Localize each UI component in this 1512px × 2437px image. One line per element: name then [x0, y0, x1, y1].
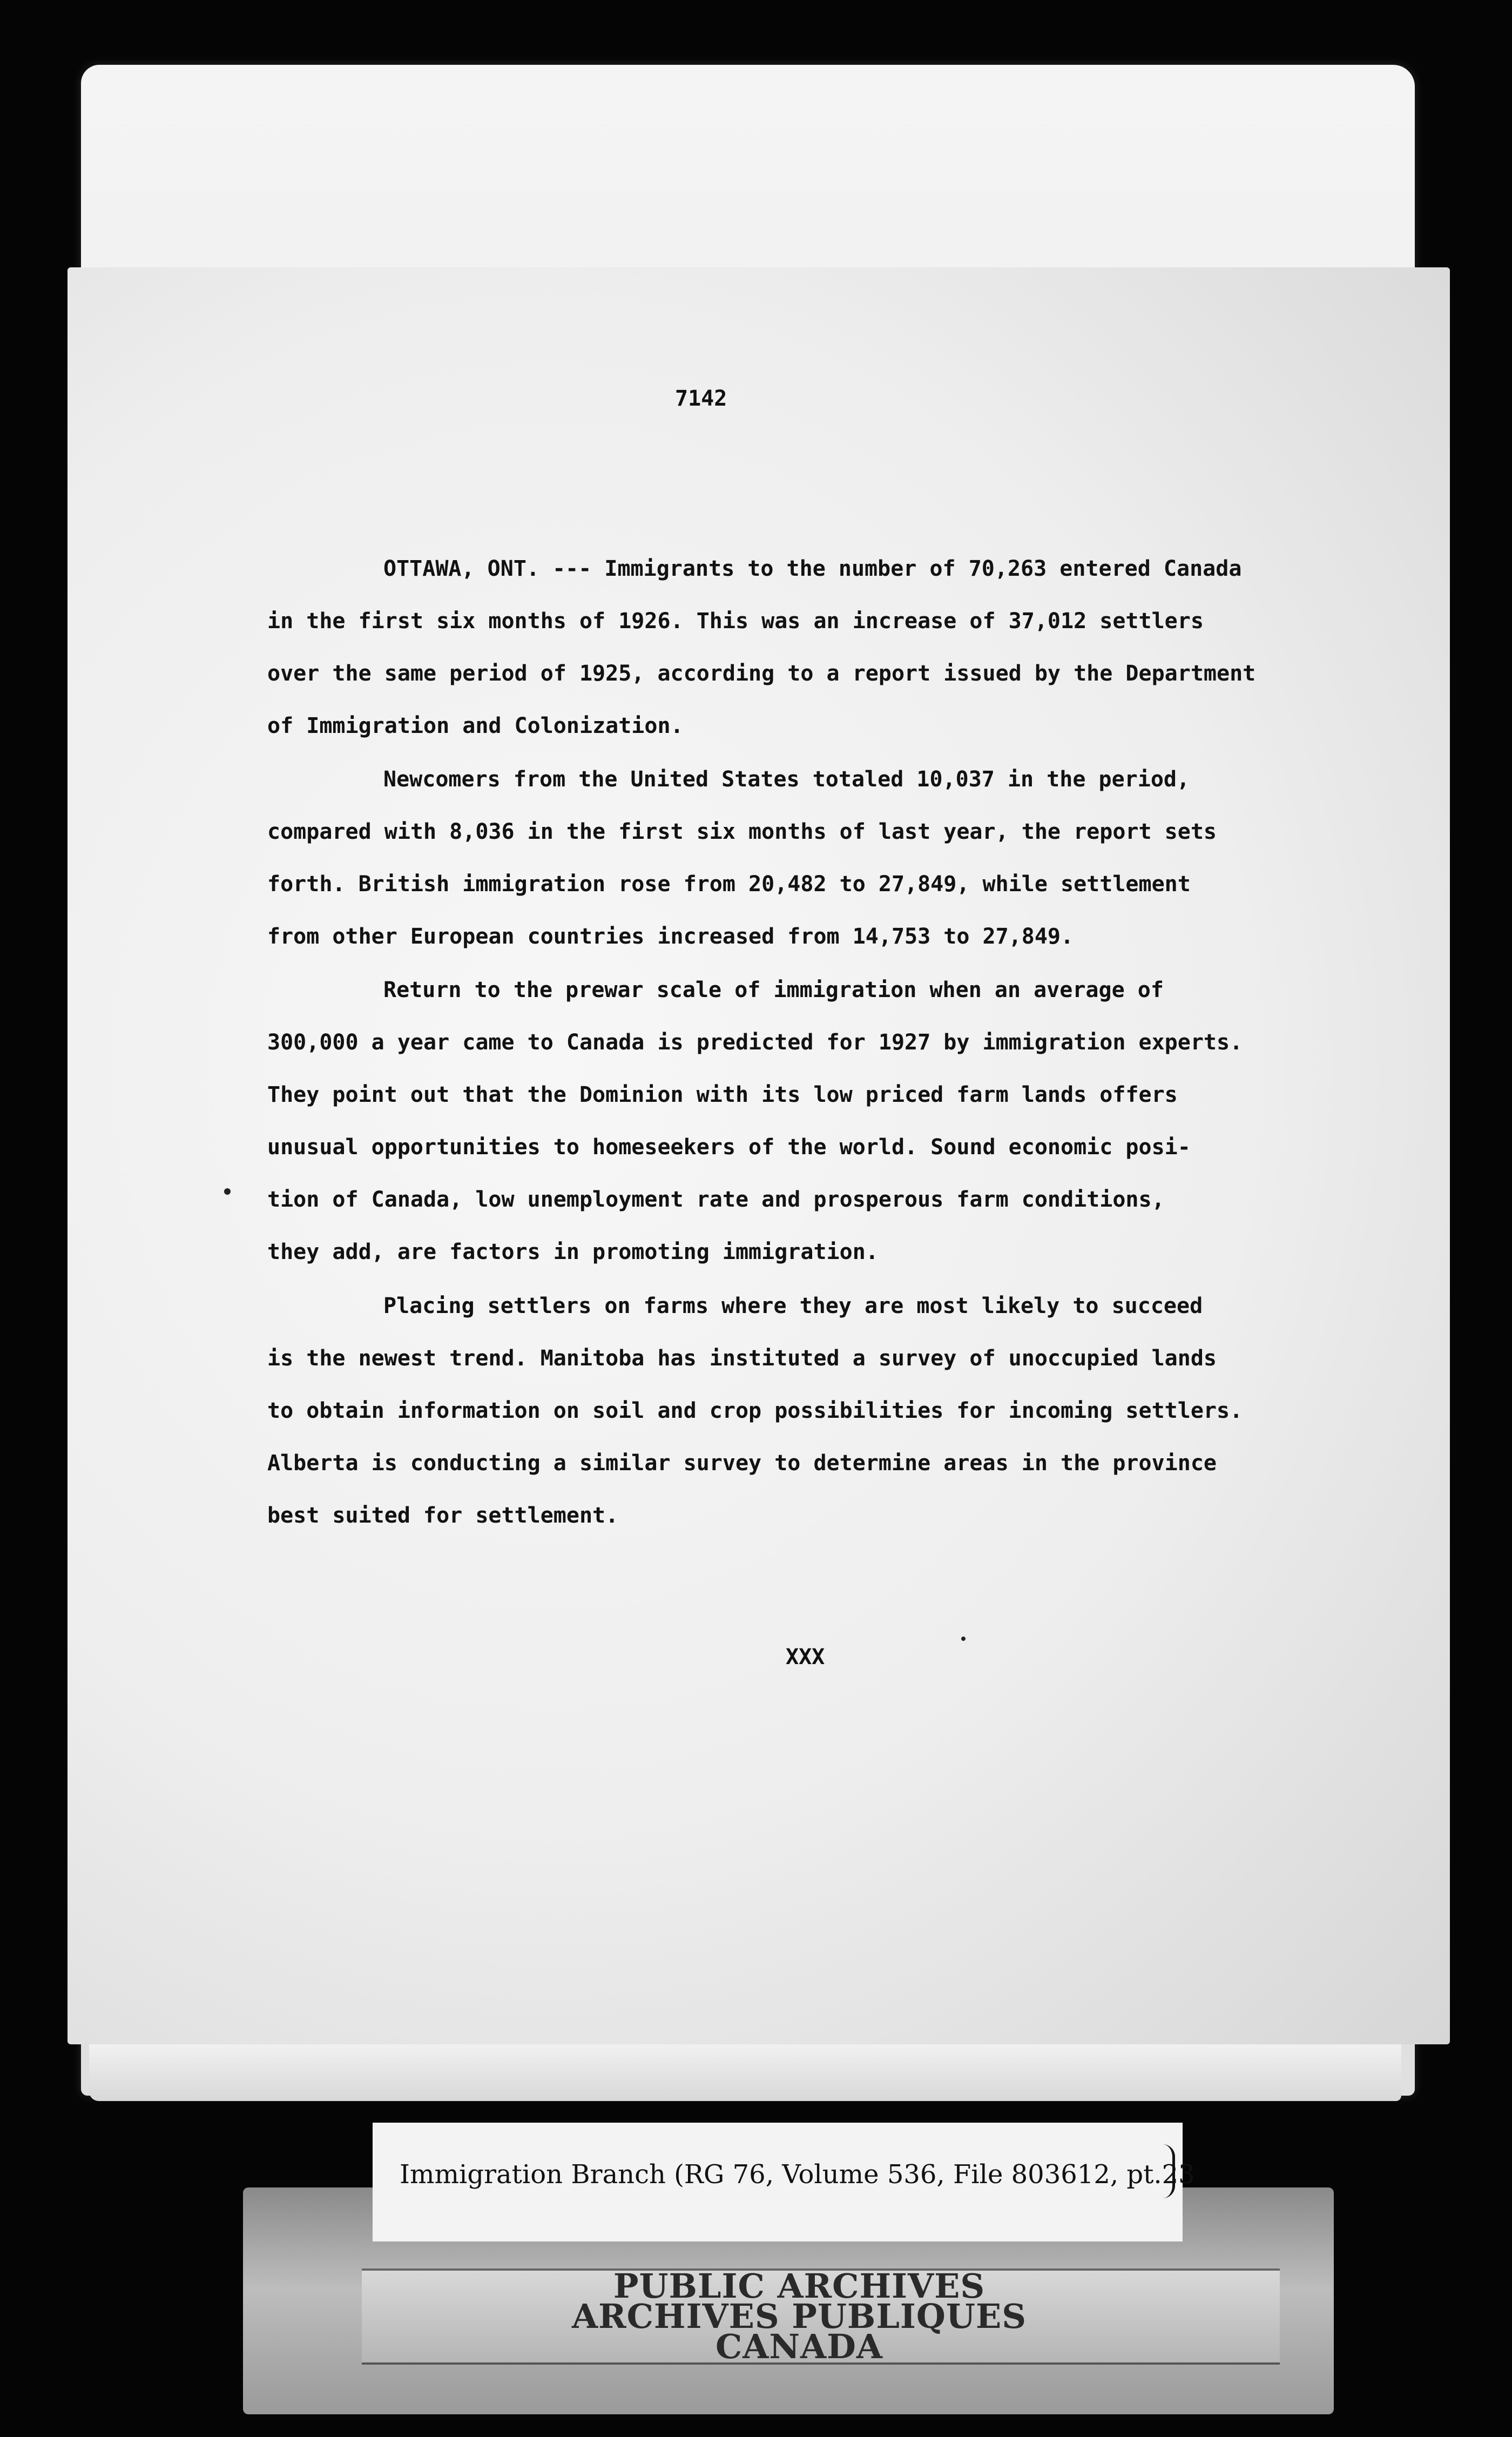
text-line: in the first six months of 1926. This was an increase of 37,012 settlers [267, 609, 1204, 634]
text-line: They point out that the Dominion with its low priced farm lands offers [267, 1082, 1178, 1107]
text-line: Return to the prewar scale of immigration when an average of [383, 978, 1164, 1002]
page-number: 7142 [675, 386, 727, 411]
text-line: over the same period of 1925, according to a report issued by the Department [267, 661, 1256, 686]
back-sheet-lip [89, 2042, 1401, 2101]
reference-label [373, 2123, 1195, 2241]
paragraph-3 [267, 964, 1369, 1278]
reference-text: Immigration Branch (RG 76, Volume 536, File 803612, pt.23 [400, 2159, 1195, 2190]
paragraph-2 [267, 753, 1369, 963]
text-line: Placing settlers on farms where they are most likely to succeed [383, 1294, 1203, 1318]
text-line: is the newest trend. Manitoba has instituted a survey of unoccupied lands [267, 1346, 1217, 1371]
text-line: Alberta is conducting a similar survey to determine areas in the province [267, 1451, 1217, 1476]
text-line: best suited for settlement. [267, 1503, 619, 1528]
text-line: they add, are factors in promoting immigration. [267, 1240, 879, 1264]
text-line: from other European countries increased from 14,753 to 27,849. [267, 924, 1074, 949]
dust-speck [224, 1188, 231, 1195]
stamp-line: CANADA [715, 2327, 883, 2366]
text-line: Newcomers from the United States totaled 10,037 in the period, [383, 767, 1190, 792]
text-line: 300,000 a year came to Canada is predicted for 1927 by immigration experts. [267, 1030, 1243, 1055]
text-line: to obtain information on soil and crop possibilities for incoming settlers. [267, 1398, 1243, 1423]
text-line: tion of Canada, low unemployment rate and prosperous farm conditions, [267, 1187, 1165, 1212]
text-line: OTTAWA, ONT. --- Immigrants to the number of 70,263 entered Canada [383, 556, 1242, 581]
text-line: compared with 8,036 in the first six months of last year, the report sets [267, 819, 1217, 844]
paragraph-1 [267, 543, 1369, 752]
dust-speck [961, 1637, 966, 1641]
text-line: unusual opportunities to homeseekers of the world. Sound economic posi- [267, 1135, 1191, 1160]
stamp-line: ARCHIVES PUBLIQUES [571, 2297, 1027, 2336]
document-page [68, 267, 1450, 2044]
text-line: forth. British immigration rose from 20,482 to 27,849, while settlement [267, 872, 1191, 897]
stamp-line: PUBLIC ARCHIVES [613, 2266, 986, 2306]
end-mark: XXX [786, 1645, 825, 1669]
text-line: of Immigration and Colonization. [267, 713, 684, 738]
reference-bracket [1163, 2144, 1175, 2198]
paragraph-4 [267, 1280, 1369, 1542]
archive-stamp [502, 2266, 1096, 2366]
